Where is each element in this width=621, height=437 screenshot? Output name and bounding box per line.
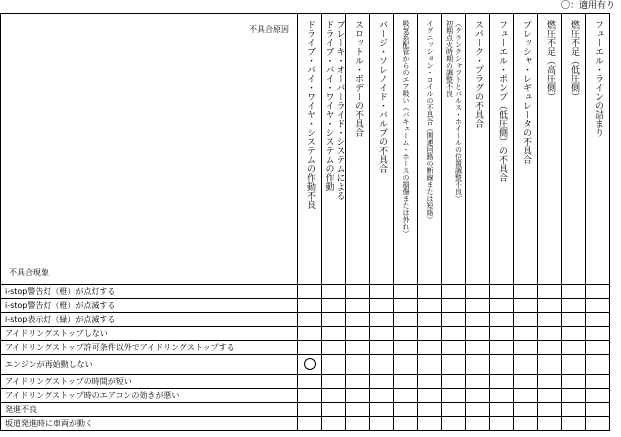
cause-column-label <box>544 20 555 101</box>
matrix-cell <box>466 417 490 431</box>
table-row <box>1 389 610 403</box>
symptom-cell: i-stop警告灯（橙）が点灯する <box>1 285 298 299</box>
matrix-cell <box>394 299 418 313</box>
matrix-cell <box>442 285 466 299</box>
matrix-cell <box>514 341 538 355</box>
matrix-cell <box>370 299 394 313</box>
matrix-cell <box>394 313 418 327</box>
cause-column-header <box>466 14 490 285</box>
cause-column-label <box>472 20 483 128</box>
cause-column-line: イグニッション・コイルの不具合（関連回路の断線または短絡） <box>426 20 434 223</box>
cause-column-header <box>514 14 538 285</box>
matrix-cell <box>346 327 370 341</box>
matrix-cell <box>490 355 514 375</box>
matrix-cell <box>490 327 514 341</box>
matrix-cell <box>418 341 442 355</box>
symptom-cell: 発進不良 <box>1 403 298 417</box>
matrix-cell <box>346 355 370 375</box>
applicable-circle-icon <box>304 358 316 370</box>
matrix-cell <box>298 327 322 341</box>
matrix-cell <box>586 355 610 375</box>
matrix-cell <box>418 313 442 327</box>
legend-note: 〇：適用有り <box>560 1 615 11</box>
matrix-cell <box>346 285 370 299</box>
matrix-cell <box>514 327 538 341</box>
matrix-cell <box>562 355 586 375</box>
matrix-cell <box>298 389 322 403</box>
cause-column-line: （クランクシャフトとパルス・ホイールの位置調整不良） <box>454 20 463 202</box>
matrix-cell <box>466 403 490 417</box>
matrix-cell <box>370 403 394 417</box>
matrix-cell <box>370 355 394 375</box>
matrix-cell <box>538 327 562 341</box>
matrix-cell <box>490 285 514 299</box>
matrix-cell <box>370 389 394 403</box>
matrix-cell <box>562 403 586 417</box>
matrix-cell <box>442 417 466 431</box>
cause-column-label <box>425 20 434 223</box>
cause-column-line: フューエル・ラインの詰まり <box>593 20 603 137</box>
matrix-cell <box>298 341 322 355</box>
cause-column-line: 燃圧不足（高圧側） <box>545 20 555 101</box>
matrix-cell <box>322 375 346 389</box>
cause-column-header <box>442 14 466 285</box>
matrix-cell <box>514 313 538 327</box>
cause-column-line: 燃圧不足（低圧側） <box>569 20 579 101</box>
cause-column-line: ブレーキ・オーバーライド・システムによる <box>334 20 345 200</box>
matrix-cell <box>346 389 370 403</box>
matrix-cell <box>490 299 514 313</box>
matrix-cell <box>394 417 418 431</box>
cause-column-line: スパーク・プラグの不具合 <box>473 20 483 128</box>
matrix-cell <box>562 327 586 341</box>
matrix-cell <box>562 299 586 313</box>
matrix-cell <box>562 341 586 355</box>
matrix-cell <box>562 285 586 299</box>
matrix-cell <box>490 403 514 417</box>
cause-column-header <box>394 14 418 285</box>
matrix-cell <box>394 403 418 417</box>
matrix-cell <box>322 313 346 327</box>
cause-column-line: スロットル・ボデーの不具合 <box>353 20 363 137</box>
matrix-cell <box>322 285 346 299</box>
cause-column-header <box>538 14 562 285</box>
matrix-cell <box>370 375 394 389</box>
matrix-cell <box>586 375 610 389</box>
matrix-cell <box>394 285 418 299</box>
cause-column-label <box>445 20 463 202</box>
matrix-cell <box>466 299 490 313</box>
table-body <box>1 285 610 431</box>
matrix-cell <box>538 375 562 389</box>
table-row <box>1 341 610 355</box>
cause-column-label <box>352 20 363 137</box>
cause-column-header <box>490 14 514 285</box>
symptom-cell: i-stop表示灯（緑）が点滅する <box>1 313 298 327</box>
troubleshooting-matrix <box>0 13 610 431</box>
table-row <box>1 327 610 341</box>
cause-column-header <box>370 14 394 285</box>
diagonal-divider <box>1 14 297 284</box>
matrix-cell <box>418 355 442 375</box>
matrix-cell <box>298 299 322 313</box>
matrix-cell <box>586 313 610 327</box>
matrix-cell <box>538 403 562 417</box>
matrix-cell <box>418 299 442 313</box>
matrix-cell <box>418 375 442 389</box>
matrix-cell <box>490 417 514 431</box>
matrix-cell <box>586 327 610 341</box>
matrix-cell <box>586 285 610 299</box>
table-row <box>1 355 610 375</box>
symptom-cell: アイドリングストップ時のエアコンの効きが悪い <box>1 389 298 403</box>
matrix-cell <box>322 327 346 341</box>
matrix-cell <box>538 341 562 355</box>
matrix-cell <box>370 285 394 299</box>
cause-column-label <box>304 20 315 209</box>
cause-column-header <box>346 14 370 285</box>
matrix-cell <box>346 341 370 355</box>
matrix-cell <box>394 355 418 375</box>
matrix-cell <box>298 285 322 299</box>
matrix-cell <box>586 341 610 355</box>
cause-column-header <box>322 14 346 285</box>
matrix-cell <box>562 313 586 327</box>
matrix-cell <box>370 313 394 327</box>
symptom-cell: エンジンが再始動しない <box>1 355 298 375</box>
matrix-cell <box>346 417 370 431</box>
matrix-cell <box>418 389 442 403</box>
matrix-cell <box>538 417 562 431</box>
matrix-cell <box>394 389 418 403</box>
matrix-cell <box>538 285 562 299</box>
matrix-cell <box>346 375 370 389</box>
matrix-cell <box>514 299 538 313</box>
matrix-cell <box>442 375 466 389</box>
matrix-cell <box>562 389 586 403</box>
cause-column-label <box>401 20 410 237</box>
matrix-cell <box>346 313 370 327</box>
matrix-cell <box>514 355 538 375</box>
matrix-cell <box>298 313 322 327</box>
matrix-cell <box>322 355 346 375</box>
symptom-cell: アイドリングストップ許可条件以外でアイドリングストップする <box>1 341 298 355</box>
matrix-cell <box>466 313 490 327</box>
cause-column-line: フューエル・ポンプ（低圧側）の不具合 <box>497 20 507 182</box>
cause-column-line: ドライブ・バイ・ワイヤ・システムの作動 <box>323 20 334 191</box>
matrix-cell <box>538 355 562 375</box>
matrix-cell <box>346 403 370 417</box>
matrix-cell <box>442 327 466 341</box>
matrix-cell <box>394 327 418 341</box>
symptom-cell: i-stop警告灯（橙）が点滅する <box>1 299 298 313</box>
matrix-cell <box>586 417 610 431</box>
matrix-cell <box>394 375 418 389</box>
matrix-cell <box>442 313 466 327</box>
matrix-cell <box>562 417 586 431</box>
matrix-cell <box>466 285 490 299</box>
matrix-cell <box>466 389 490 403</box>
matrix-cell <box>490 341 514 355</box>
cause-label: 不具合原因 <box>249 25 289 34</box>
cause-column-line: パージ・ソレノイド・バルブの不具合 <box>377 20 387 173</box>
table-row <box>1 285 610 299</box>
cause-column-label <box>496 20 507 182</box>
matrix-cell <box>346 299 370 313</box>
matrix-cell <box>514 417 538 431</box>
cause-column-label <box>520 20 531 164</box>
cause-column-header <box>586 14 610 285</box>
symptom-cell: 坂道発進時に車両が動く <box>1 417 298 431</box>
cause-column-header <box>562 14 586 285</box>
table-row <box>1 375 610 389</box>
matrix-cell <box>322 341 346 355</box>
matrix-cell <box>514 285 538 299</box>
matrix-cell <box>442 341 466 355</box>
matrix-cell <box>466 341 490 355</box>
matrix-cell <box>370 341 394 355</box>
matrix-cell <box>322 389 346 403</box>
cause-column-label <box>592 20 603 137</box>
matrix-cell <box>466 327 490 341</box>
matrix-cell <box>490 375 514 389</box>
cause-column-label <box>376 20 387 173</box>
symptom-cell: アイドリングストップの時間が短い <box>1 375 298 389</box>
matrix-cell <box>394 341 418 355</box>
matrix-cell <box>490 313 514 327</box>
table-row <box>1 403 610 417</box>
matrix-cell <box>442 389 466 403</box>
matrix-cell <box>514 375 538 389</box>
matrix-cell <box>418 417 442 431</box>
corner-header <box>1 14 298 285</box>
matrix-cell <box>466 375 490 389</box>
cause-column-line: ドライブ・バイ・ワイヤ・システムの作動不良 <box>305 20 315 209</box>
matrix-cell <box>514 403 538 417</box>
matrix-cell <box>370 327 394 341</box>
matrix-cell <box>586 389 610 403</box>
matrix-cell <box>298 417 322 431</box>
matrix-cell <box>418 403 442 417</box>
table-row <box>1 313 610 327</box>
matrix-cell <box>514 389 538 403</box>
cause-column-line: 吸気系配管からのエア吸い（バキューム・ホースの損傷または外れ） <box>402 20 410 237</box>
matrix-cell <box>418 285 442 299</box>
matrix-cell <box>538 389 562 403</box>
matrix-cell <box>370 417 394 431</box>
matrix-cell <box>538 299 562 313</box>
matrix-cell <box>586 299 610 313</box>
matrix-cell <box>298 403 322 417</box>
table-row <box>1 417 610 431</box>
matrix-cell <box>322 417 346 431</box>
matrix-cell <box>418 327 442 341</box>
matrix-cell <box>490 389 514 403</box>
symptom-label: 不具合現象 <box>9 268 49 277</box>
matrix-cell <box>466 355 490 375</box>
cause-column-label <box>568 20 579 101</box>
cause-column-line: 初期点火時期の調整不良 <box>445 20 454 97</box>
matrix-cell <box>586 403 610 417</box>
matrix-cell <box>442 299 466 313</box>
matrix-cell <box>442 403 466 417</box>
matrix-cell <box>562 375 586 389</box>
matrix-cell <box>322 403 346 417</box>
cause-column-line: プレッシャ・レギュレータの不具合 <box>521 20 531 164</box>
cause-column-header <box>298 14 322 285</box>
matrix-cell <box>298 355 322 375</box>
matrix-cell <box>538 313 562 327</box>
symptom-cell: アイドリングストップしない <box>1 327 298 341</box>
matrix-cell <box>322 299 346 313</box>
matrix-cell <box>442 355 466 375</box>
cause-column-label <box>323 20 345 200</box>
matrix-cell <box>298 375 322 389</box>
cause-column-header <box>418 14 442 285</box>
table-row <box>1 299 610 313</box>
header-row <box>1 14 610 285</box>
